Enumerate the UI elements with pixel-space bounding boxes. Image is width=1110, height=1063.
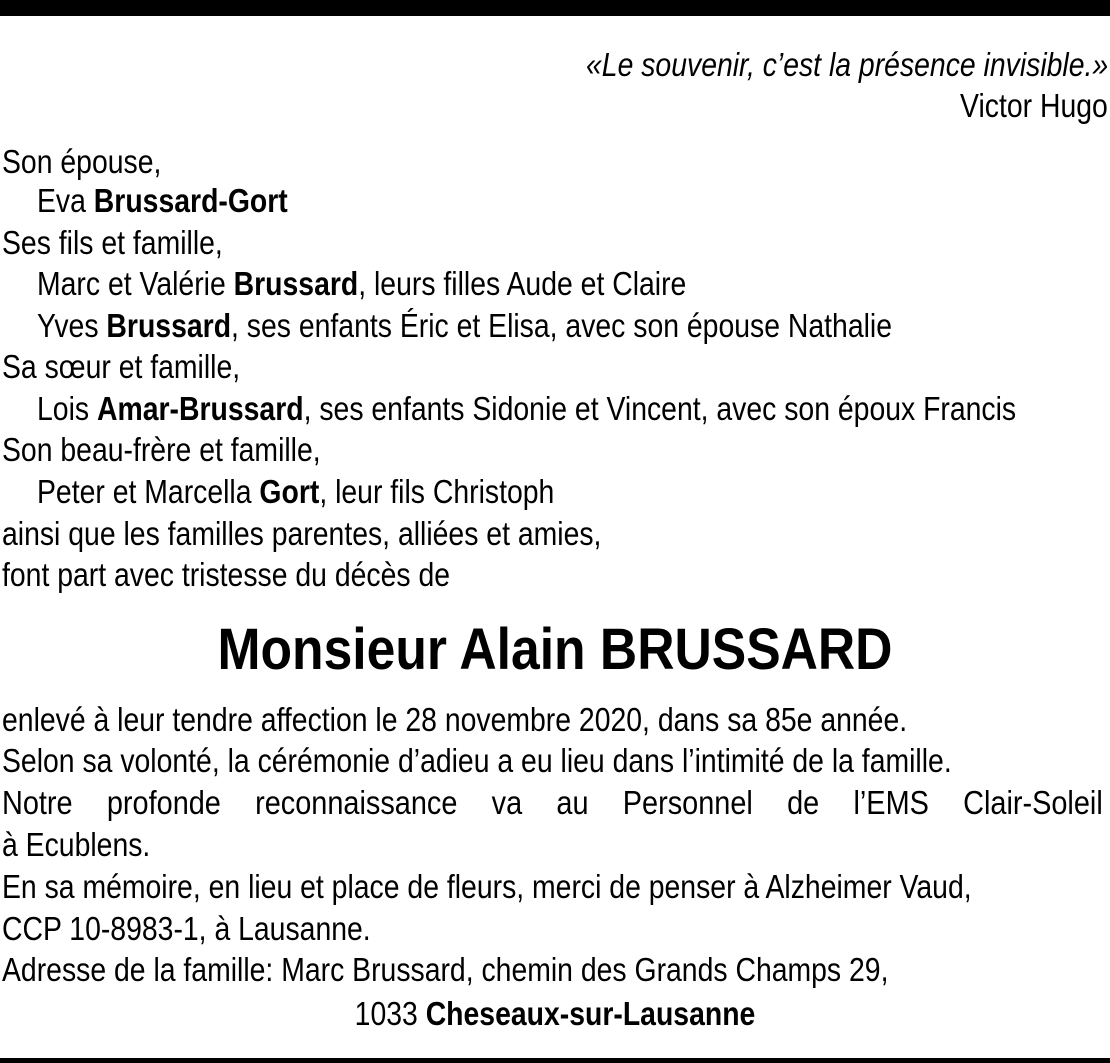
son2-rest: , ses enfants Éric et Elisa, avec son épouse Nathalie <box>231 307 893 344</box>
spouse-line <box>37 180 288 222</box>
announce-line: font part avec tristesse du décès de <box>2 556 451 593</box>
son1-last: Brussard <box>233 265 359 302</box>
address-city-line <box>78 993 1033 1035</box>
son1-rest: , leurs filles Aude et Claire <box>358 265 687 302</box>
details-line-1: enlevé à leur tendre affection le 28 novembre 2020, dans sa 85e année. <box>2 701 908 738</box>
son2-last: Brussard <box>106 307 232 344</box>
son1-first: Marc et Valérie <box>37 265 234 302</box>
bil-first: Peter et Marcella <box>37 473 260 510</box>
bottom-rule <box>0 1058 1110 1063</box>
sister-first: Lois <box>37 390 97 427</box>
quote-text: «Le souvenir, c’est la présence invisible.» <box>585 46 1108 83</box>
brother-in-law-intro: Son beau-frère et famille, <box>2 431 321 468</box>
sons-intro: Ses fils et famille, <box>2 224 223 261</box>
deceased-name: Monsieur Alain BRUSSARD <box>217 617 893 682</box>
sister-intro: Sa sœur et famille, <box>2 348 241 385</box>
bil-rest: , leur fils Christoph <box>319 473 555 510</box>
details-line-7: Adresse de la famille: Marc Brussard, chemin des Grands Champs 29, <box>2 951 889 988</box>
details-line-2: Selon sa volonté, la cérémonie d’adieu a eu lieu dans l’intimité de la famille. <box>2 742 952 779</box>
details-line-5: En sa mémoire, en lieu et place de fleurs, merci de penser à Alzheimer Vaud, <box>2 868 972 905</box>
postcode: 1033 <box>354 995 426 1032</box>
spouse-intro: Son épouse, <box>2 143 162 180</box>
details-line-6: CCP 10-8983-1, à Lausanne. <box>2 910 371 947</box>
details-line-3: Notre profonde reconnaissance va au Personnel de l’EMS Clair-Soleil <box>2 784 1103 821</box>
top-rule <box>0 0 1110 16</box>
son2-line <box>37 305 892 347</box>
son2-first: Yves <box>37 307 107 344</box>
spouse-first: Eva <box>37 182 94 219</box>
sister-last: Amar-Brussard <box>96 390 304 427</box>
city: Cheseaux-sur-Lausanne <box>425 995 756 1032</box>
son1-line <box>37 263 686 305</box>
spouse-last: Brussard-Gort <box>93 182 288 219</box>
quote-author: Victor Hugo <box>960 87 1108 124</box>
brother-in-law-line <box>37 471 554 513</box>
sister-line <box>37 388 1016 430</box>
details-line-4: à Ecublens. <box>2 826 151 863</box>
bil-last: Gort <box>259 473 320 510</box>
sister-rest: , ses enfants Sidonie et Vincent, avec son époux Francis <box>303 390 1017 427</box>
others-line: ainsi que les familles parentes, alliées et amies, <box>2 515 602 552</box>
